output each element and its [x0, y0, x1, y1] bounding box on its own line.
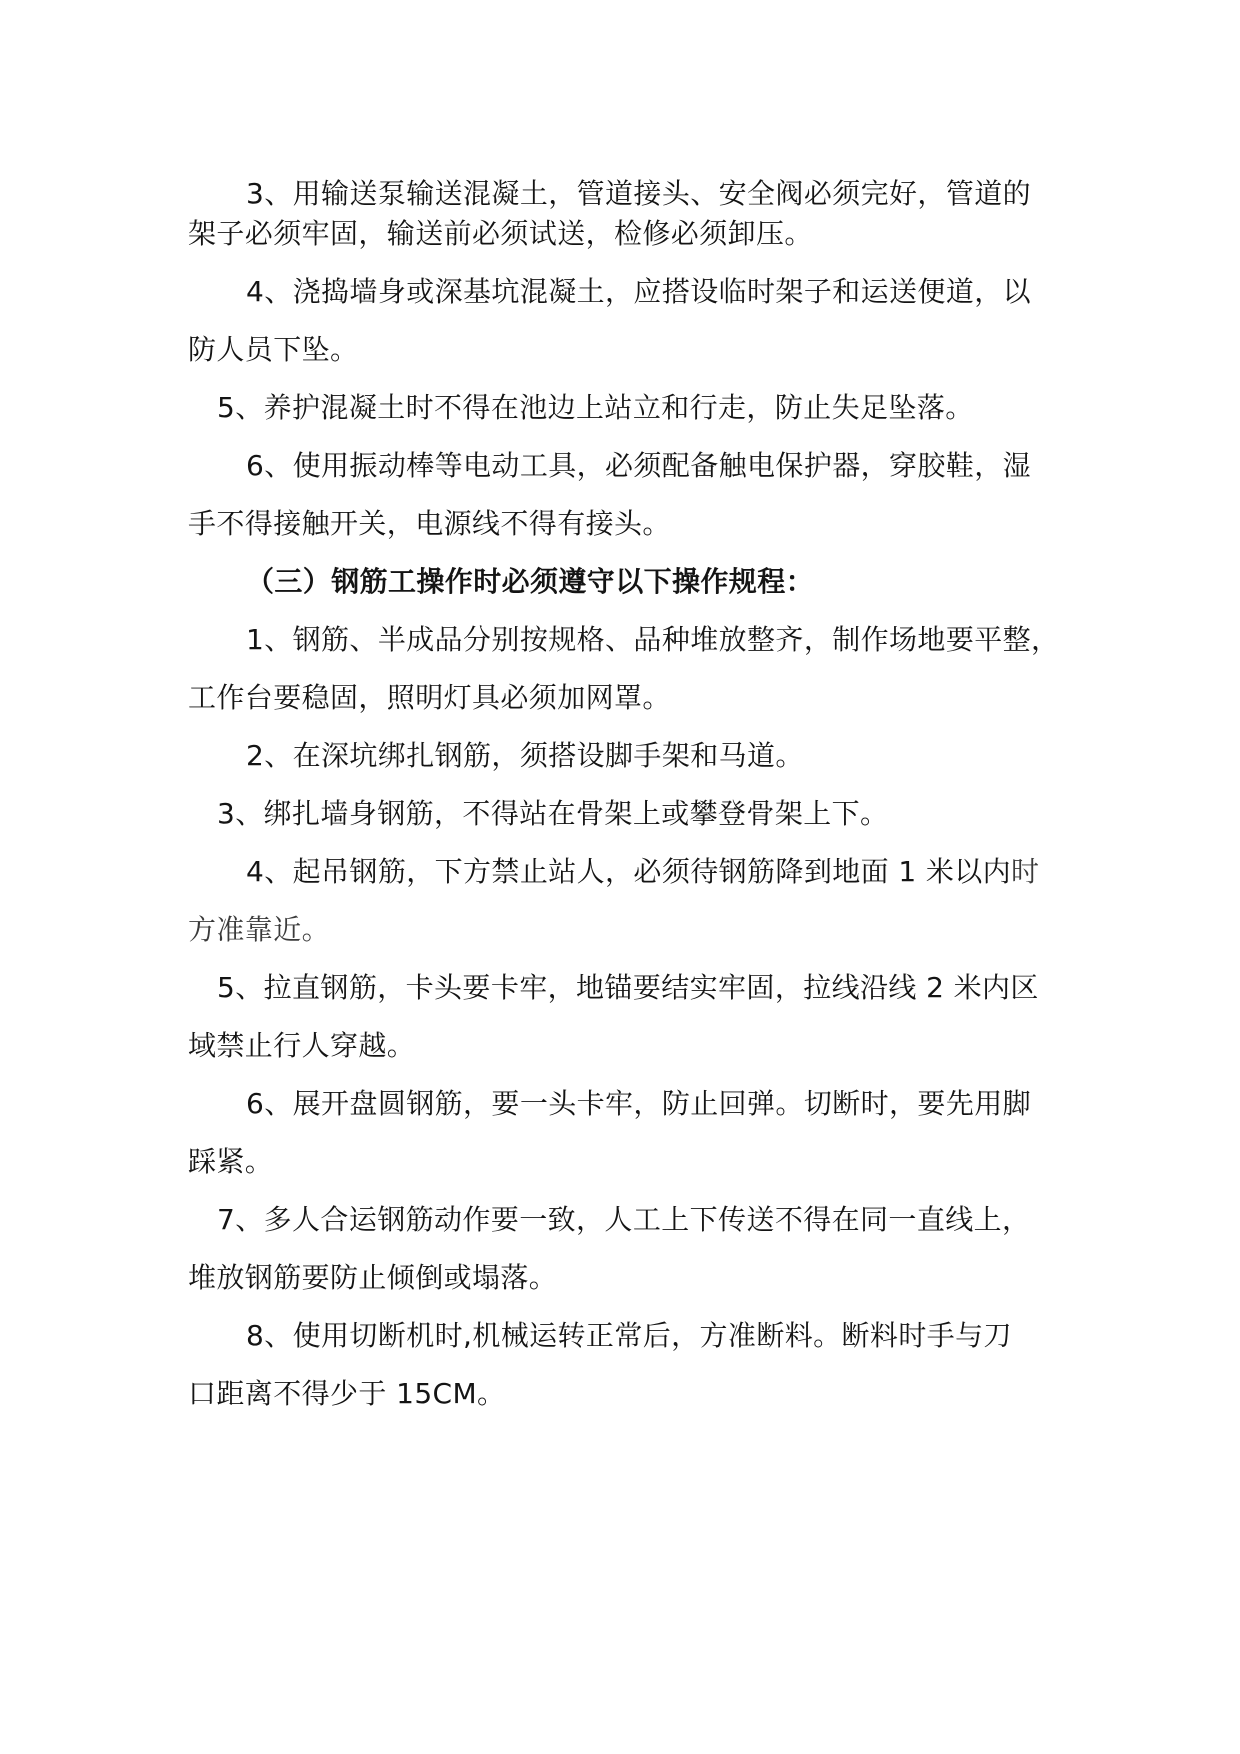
paragraph-line: 口距离不得少于 15CM。	[188, 1377, 506, 1410]
paragraph-line: 手不得接触开关，电源线不得有接头。	[188, 507, 671, 540]
paragraph-line: 架子必须牢固，输送前必须试送，检修必须卸压。	[188, 217, 813, 250]
paragraph-line: 方准靠近。	[188, 913, 331, 946]
paragraph-line: 7、多人合运钢筋动作要一致，人工上下传送不得在同一直线上，	[217, 1203, 1031, 1236]
paragraph-line: 5、养护混凝土时不得在池边上站立和行走，防止失足坠落。	[217, 391, 974, 424]
paragraph-line-text: 4、起吊钢筋，下方禁止站人，必须待钢筋降到地面 1 米以内	[246, 855, 1012, 888]
paragraph-line: 堆放钢筋要防止倾倒或塌落。	[188, 1261, 558, 1294]
paragraph-line: 3、用输送泵输送混凝土，管道接头、安全阀必须完好，管道的	[246, 177, 1032, 210]
paragraph-line: 6、使用振动棒等电动工具，必须配备触电保护器，穿胶鞋，湿	[246, 449, 1032, 482]
paragraph-line: 8、使用切断机时,机械运转正常后，方准断料。断料时手与刀	[246, 1319, 1012, 1352]
section-heading: （三）钢筋工操作时必须遵守以下操作规程：	[246, 565, 815, 598]
paragraph-line: 工作台要稳固，照明灯具必须加网罩。	[188, 681, 671, 714]
paragraph-line	[246, 852, 1039, 892]
paragraph-line: 3、绑扎墙身钢筋，不得站在骨架上或攀登骨架上下。	[217, 797, 889, 830]
paragraph-line-tail: 时	[1011, 855, 1040, 888]
paragraph-line: 2、在深坑绑扎钢筋，须搭设脚手架和马道。	[246, 739, 804, 772]
paragraph-line: 域禁止行人穿越。	[188, 1029, 416, 1062]
paragraph-line: 1、钢筋、半成品分别按规格、品种堆放整齐，制作场地要平整，	[246, 623, 1060, 656]
paragraph-line: 4、浇捣墙身或深基坑混凝土，应搭设临时架子和运送便道，以	[246, 275, 1032, 308]
paragraph-line: 防人员下坠。	[188, 333, 359, 366]
paragraph-line: 6、展开盘圆钢筋，要一头卡牢，防止回弹。切断时，要先用脚	[246, 1087, 1032, 1120]
paragraph-line: 踩紧。	[188, 1145, 274, 1178]
paragraph-line: 5、拉直钢筋，卡头要卡牢，地锚要结实牢固，拉线沿线 2 米内区	[217, 971, 1039, 1004]
